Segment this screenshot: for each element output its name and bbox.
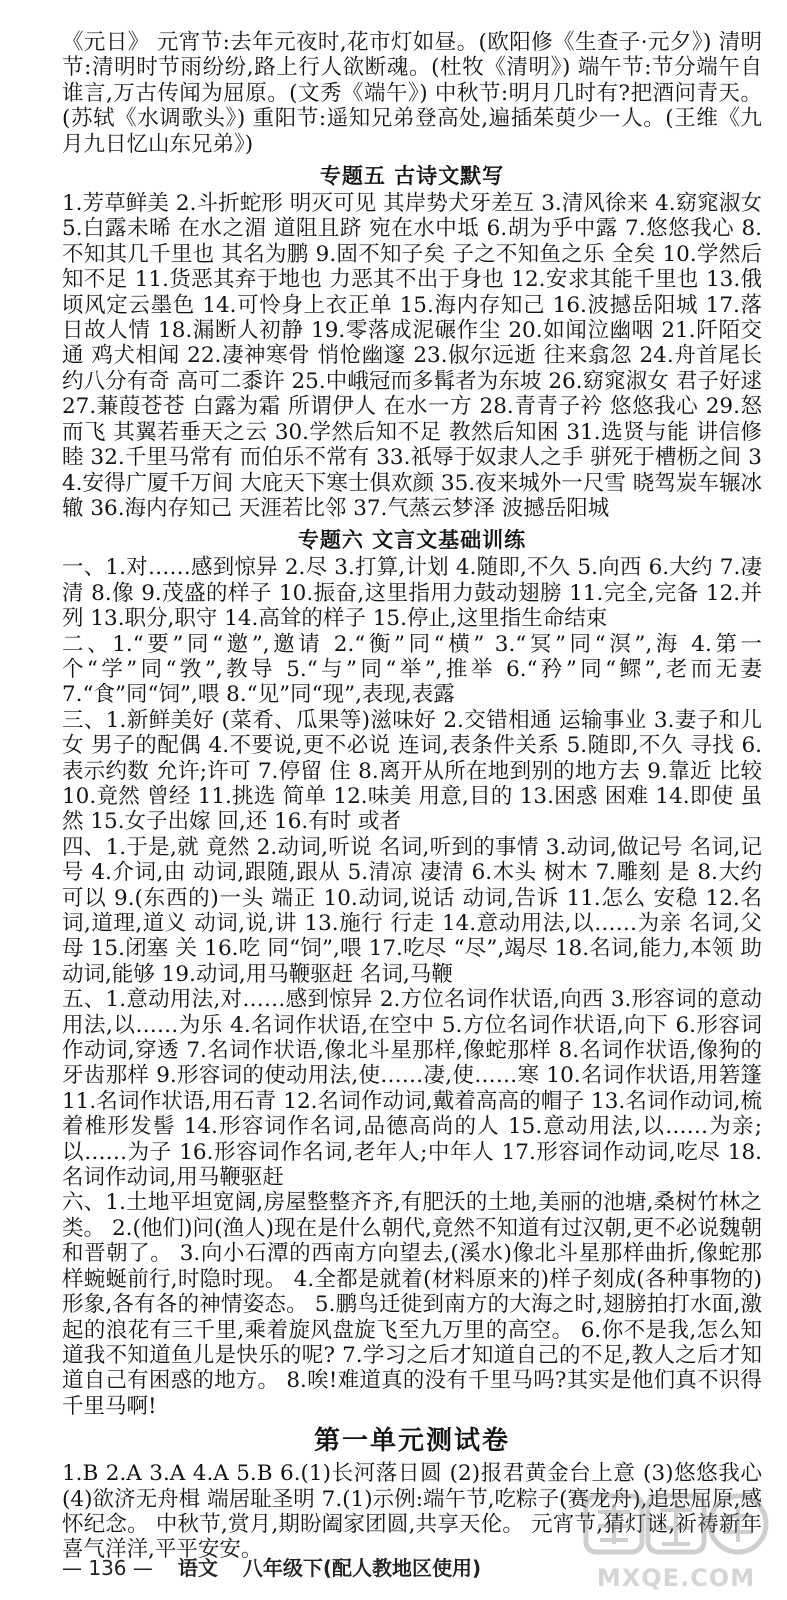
unit1-test-title: 第一单元测试卷 bbox=[313, 1426, 510, 1457]
watermark-logo bbox=[576, 1488, 776, 1592]
intro-paragraph: 《元日》 元宵节:去年元夜时,花市灯如昼。(欧阳修《生查子·元夕》) 清明节:清明时节雨纷纷,路上行人欲断魂。(杜牧《清明》) 端午节:节分端午自谁言,万古传闻为屈原。(文秀《端午》) 中秋节:明月几时有?把酒问青天。(苏轼《水调歌头》) 重阳节:遥知兄弟登高处,遍插茱萸少一人。(王维《九月九日忆山东兄弟》) bbox=[62, 30, 762, 157]
watermark-text: MXQE.COM bbox=[596, 1564, 756, 1592]
section6-part2: 二、1.“要”同“邀”,邀请 2.“衡”同“横” 3.“冥”同“溟”,海 4.第一个“学”同“敩”,教导 5.“与”同“举”,推举 6.“矜”同“鳏”,老而无妻 7.“食”同“饲”,喂 8.“见”同“现”,表现,表露 bbox=[62, 631, 762, 708]
page-number: — 136 — bbox=[62, 1556, 153, 1580]
section6-title: 专题六 文言文基础训练 bbox=[297, 528, 527, 553]
unit1-test-answers: 1.B 2.A 3.A 4.A 5.B 6.(1)长河落日圆 (2)报君黄金台上意 (3)悠悠我心 (4)欲济无舟楫 端居耻圣明 7.(1)示例:端午节,吃粽子(赛龙舟),追思屈原,感怀纪念。 中秋节,赏月,期盼阖家团圆,共享天伦。 元宵节,猜灯谜,祈祷新年喜气洋洋,平平安安。 bbox=[62, 1461, 762, 1563]
section5-body: 1.芳草鲜美 2.斗折蛇形 明灭可见 其岸势犬牙差互 3.清风徐来 4.窈窕淑女 5.白露未晞 在水之湄 道阻且跻 宛在水中坻 6.胡为乎中露 7.悠悠我心 8.不知其几千里也 其名为鹏 9.固不知子矣 子之不知鱼之乐 全矣 10.学然后知不足 11.货恶其弃于地也 力恶其不出于身也 12.安求其能千里也 13.俄顷风定云墨色 14.可怜身上衣正单 15.海内存知己 16.波撼岳阳城 17.落日故人情 18.漏断人初静 19.零落成泥碾作尘 20.如闻泣幽咽 21.阡陌交通 鸡犬相闻 22.凄神寒骨 悄怆幽邃 23.俶尔远逝 往来翕忽 24.舟首尾长约八分有奇 高可二黍许 25.中峨冠而多髯者为东坡 26.窈窕淑女 君子好逑 27.蒹葭苍苍 白露为霜 所谓伊人 在水一方 28.青青子衿 悠悠我心 29.怒而飞 其翼若垂天之云 30.学然后知不足 教然后知困 31.选贤与能 讲信修睦 32.千里马常有 而伯乐不常有 33.祇辱于奴隶人之手 骈死于槽枥之间 34.安得广厦千万间 大庇天下寒士俱欢颜 35.夜来城外一尺雪 晓驾炭车辗冰辙 36.海内存知己 天涯若比邻 37.气蒸云梦泽 波撼岳阳城 bbox=[62, 191, 762, 521]
section6-part1: 一、1.对……感到惊异 2.尽 3.打算,计划 4.随即,不久 5.向西 6.大约 7.凄清 8.像 9.茂盛的样子 10.振奋,这里指用力鼓动翅膀 11.完全,完备 12.并列 13.职分,职守 14.高耸的样子 15.停止,这里指生命结束 bbox=[62, 555, 762, 632]
section6-part5: 五、1.意动用法,对……感到惊异 2.方位名词作状语,向西 3.形容词的意动用法,以……为乐 4.名词作状语,在空中 5.方位名词作状语,向下 6.形容词作动词,穿透 7.名词作状语,像北斗星那样,像蛇那样 8.名词作状语,像狗的牙齿那样 9.形容词的使动用法,使……凄,使……寒 10.名词作状语,用箬篷 11.名词作状语,用石青 12.名词作动词,戴着高高的帽子 13.名词作动词,梳着椎形发髻 14.形容词作名词,品德高尚的人 15.意动用法,以……为亲;以……为子 16.形容词作名词,老年人;中年人 17.形容词作动词,吃尽 18.名词作动词,用马鞭驱赶 bbox=[62, 987, 762, 1191]
footer-subject: 语文 bbox=[177, 1556, 218, 1580]
section6-part3: 三、1.新鲜美好 (菜肴、瓜果等)滋味好 2.交错相通 运输事业 3.妻子和儿女 男子的配偶 4.不要说,更不必说 连词,表条件关系 5.随即,不久 寻找 6.表示约数 允许;许可 7.停留 住 8.离开从所在地到别的地方去 9.靠近 比较 10.竟然 曾经 11.挑选 简单 12.味美 用意,目的 13.困惑 困难 14.即使 虽然 15.女子出嫁 回,还 16.有时 或者 bbox=[62, 707, 762, 835]
section6-part6: 六、1.土地平坦宽阔,房屋整整齐齐,有肥沃的土地,美丽的池塘,桑树竹林之类。 2.(他们)问(渔人)现在是什么朝代,竟然不知道有过汉朝,更不必说魏朝和晋朝了。 3.向小石潭的西南方向望去,(溪水)像北斗星那样曲折,像蛇那样蜿蜒前行,时隐时现。 4.全都是就着(材料原来的)样子刻成(各种事物的)形象,各有各的神情姿态。 5.鹏鸟迁徙到南方的大海之时,翅膀拍打水面,激起的浪花有三千里,乘着旋风盘旋飞至九万里的高空。 6.你不是我,怎么知道我不知道鱼儿是快乐的呢? 7.学习之后才知道自己的不足,教人之后才知道自己有困惑的地方。 8.唉!难道真的没有千里马吗?其实是他们真不识得千里马啊! bbox=[62, 1190, 762, 1419]
answer-page bbox=[62, 30, 762, 1563]
section6-part4: 四、1.于是,就 竟然 2.动词,听说 名词,听到的事情 3.动词,做记号 名词,记号 4.介词,由 动词,跟随,跟从 5.清凉 凄清 6.木头 树木 7.雕刻 是 8.大约 可以 9.(东西的)一头 端正 10.动词,说话 动词,告诉 11.怎么 安稳 12.名词,道理,道义 动词,说,讲 13.施行 行走 14.意动用法,以……为亲 名词,父母 15.闭塞 关 16.吃 同“饲”,喂 17.吃尽 “尽”,竭尽 18.名词,能力,本领 助动词,能够 19.动词,用马鞭驱赶 名词,马鞭 bbox=[62, 834, 762, 987]
footer-grade: 八年级下(配人教地区使用) bbox=[242, 1556, 482, 1580]
section5-title: 专题五 古诗文默写 bbox=[319, 164, 505, 189]
watermark-seal-icon bbox=[576, 1488, 776, 1568]
page-footer bbox=[62, 1552, 481, 1581]
